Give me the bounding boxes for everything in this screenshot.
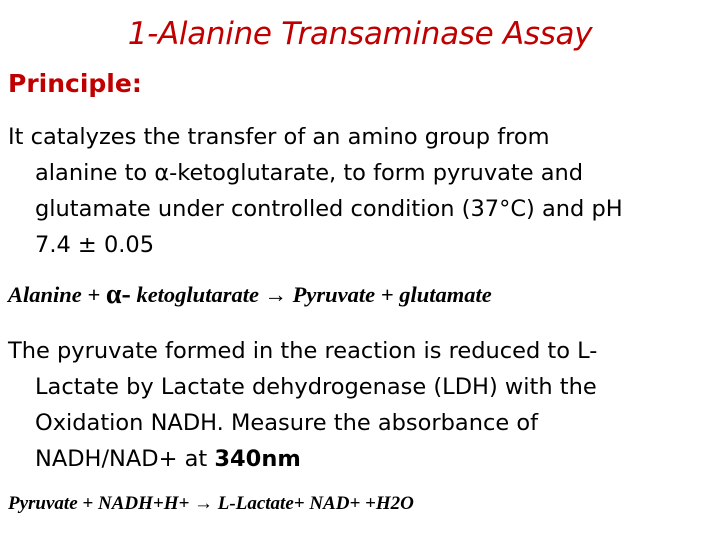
description-paragraph: [8, 119, 720, 263]
paragraph-text: NADH/NAD+ at: [35, 446, 215, 472]
paragraph-line: Oxidation NADH. Measure the absorbance of: [35, 410, 539, 436]
paragraph-line: [8, 441, 720, 477]
equation-left: Alanine +: [8, 282, 106, 307]
paragraph-line: 7.4 ± 0.05: [35, 232, 155, 258]
paragraph-line: Lactate by Lactate dehydrogenase (LDH) with the: [35, 374, 597, 400]
reaction-equation-transamination: [8, 279, 492, 311]
paragraph-line: It catalyzes the transfer of an amino group from: [8, 124, 550, 150]
paragraph-line: The pyruvate formed in the reaction is reduced to L-: [8, 338, 598, 364]
wavelength-value: 340nm: [214, 446, 301, 472]
paragraph-line: alanine to α-ketoglutarate, to form pyruvate and: [35, 160, 584, 186]
reaction-equation-ldh: Pyruvate + NADH+H+ → L-Lactate+ NAD+ +H2O: [8, 493, 414, 514]
slide-title: 1-Alanine Transaminase Assay: [127, 16, 593, 52]
equation-right: ketoglutarate → Pyruvate + glutamate: [130, 282, 492, 307]
principle-heading: Principle:: [8, 69, 142, 98]
alpha-symbol: α-: [105, 279, 131, 310]
measurement-paragraph: [8, 333, 720, 477]
paragraph-line: glutamate under controlled condition (37°C) and pH: [35, 196, 623, 222]
